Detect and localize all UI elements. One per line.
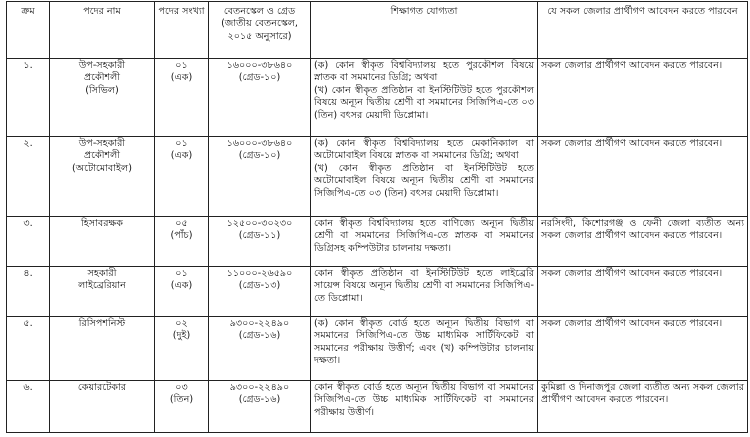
pay-grade: (গ্রেড-১০) [238, 150, 281, 162]
header-pay: বেতনস্কেল ও গ্রেড (জাতীয় বেতনস্কেল, ২০১৫ অনুসারে) [209, 2, 311, 59]
post-line: প্রকৌশলী [83, 72, 121, 84]
pay-scale: ১২৫০০-৩০২৩০ [226, 218, 293, 229]
header-qualification: শিক্ষাগত যোগ্যতা [311, 2, 538, 59]
post-cell [50, 267, 155, 317]
district-cell: সকল জেলার প্রার্থীগণ আবেদন করতে পারবেন। [538, 267, 748, 317]
qualification-item: (খ) কোন স্বীকৃত প্রতিষ্ঠান বা ইনস্টিটিউট হতে অটোমোবাইল বিষয়ে অন্যূন দ্বিতীয় শ্রেণী বা সমমানের সিজিপিএ-তে ০৩ (তিন) বৎসর মেয়াদী ডিপ্লোমা। [314, 162, 534, 199]
pay-grade: (গ্রেড-১৬) [238, 330, 281, 342]
count-words: (দুই) [172, 330, 191, 342]
district-cell: সকল জেলার প্রার্থীগণ আবেদন করতে পারবেন। [538, 59, 748, 137]
count-words: (এক) [170, 150, 193, 162]
post-cell [50, 317, 155, 381]
count-words: (তিন) [169, 394, 194, 406]
count-cell [155, 217, 209, 267]
header-serial: ক্রম [7, 2, 50, 59]
post-line: রিসিপশনিস্ট [78, 318, 126, 329]
serial-cell: ৫. [7, 317, 50, 381]
post-cell [50, 217, 155, 267]
qualification-item: (ক) কোন স্বীকৃত বিশ্ববিদ্যালয় হতে মেকানিক্যাল বা অটোমোবাইল বিষয়ে স্নাতক বা সমমানের ডিগ্রি; অথবা [314, 138, 534, 162]
header-count: পদের সংখ্যা [155, 2, 209, 59]
count-cell [155, 267, 209, 317]
qualification-item: (ক) কোন স্বীকৃত বোর্ড হতে অন্যূন দ্বিতীয় বিভাগ বা সমমানের সিজিপিএ-তে উচ্চ মাধ্যমিক সার্টিফিকেট বা সমমানের পরীক্ষায় উত্তীর্ণ; এবং (খ) কম্পিউটার চালনায় দক্ষতা। [314, 318, 534, 367]
count-number: ০১ [175, 60, 188, 71]
count-number: ০১ [175, 268, 188, 279]
job-circular-table [6, 1, 748, 433]
count-cell [155, 381, 209, 433]
pay-cell [209, 267, 311, 317]
pay-cell [209, 317, 311, 381]
pay-cell [209, 59, 311, 137]
qualification-cell [311, 137, 538, 217]
qualification-item: কোন স্বীকৃত প্রতিষ্ঠান বা ইনস্টিটিউট হতে লাইব্রেরি সায়েন্স বিষয়ে অন্যূন দ্বিতীয় শ্রেণী বা সমমানের সিজিপিএ-তে ডিপ্লোমা। [314, 268, 534, 304]
qualification-cell [311, 317, 538, 381]
qualification-cell [311, 217, 538, 267]
pay-scale: ১৬০০০-৩৮৬৪০ [226, 138, 293, 149]
post-cell [50, 381, 155, 433]
pay-scale: ৯৩০০-২২৪৯০ [229, 382, 290, 393]
header-district: যে সকল জেলার প্রার্থীগণ আবেদন করতে পারবেন [538, 2, 748, 59]
post-line: উপ-সহকারী [78, 60, 126, 71]
count-cell [155, 59, 209, 137]
serial-cell: ৪. [7, 267, 50, 317]
table-row [7, 267, 748, 317]
pay-scale: ১১০০০-২৬৫৯০ [226, 268, 293, 279]
table-row [7, 317, 748, 381]
pay-grade: (গ্রেড-১৩) [238, 280, 281, 292]
qualification-item: (ক) কোন স্বীকৃত বিশ্ববিদ্যালয় হতে পুরকৌশল বিষয়ে স্নাতক বা সমমানের ডিগ্রি; অথবা [314, 60, 534, 84]
district-cell: নরসিংদী, কিশোরগঞ্জ ও ফেনী জেলা ব্যতীত অন্য সকল জেলার প্রার্থীগণ আবেদন করতে পারবেন। [538, 217, 748, 267]
count-number: ০১ [175, 138, 188, 149]
count-cell [155, 137, 209, 217]
qualification-item: কোন স্বীকৃত বোর্ড হতে অন্যূন দ্বিতীয় বিভাগ বা সমমানের সিজিপিএ-তে উচ্চ মাধ্যমিক সার্টিফিকেট বা সমমানের পরীক্ষায় উত্তীর্ণ। [314, 382, 534, 418]
qualification-cell [311, 59, 538, 137]
post-line: সহকারী [87, 268, 117, 279]
serial-cell: ৩. [7, 217, 50, 267]
post-cell [50, 59, 155, 137]
header-post: পদের নাম [50, 2, 155, 59]
post-line: প্রকৌশলী [83, 150, 121, 162]
serial-cell: ২. [7, 137, 50, 217]
qualification-item: (খ) কোন স্বীকৃত প্রতিষ্ঠান বা ইনস্টিটিউট হতে পুরকৌশল বিষয়ে অন্যূন দ্বিতীয় শ্রেণী বা সমমানের সিজিপিএ-তে ০৩ (তিন) বৎসর মেয়াদী ডিপ্লোমা। [314, 84, 534, 121]
pay-scale: ১৬০০০-৩৮৬৪০ [226, 60, 293, 71]
count-words: (এক) [170, 72, 193, 84]
pay-grade: (গ্রেড-১০) [238, 72, 281, 84]
post-line: হিসাবরক্ষক [80, 218, 123, 229]
pay-cell [209, 217, 311, 267]
qualification-cell [311, 381, 538, 433]
pay-scale: ৯৩০০-২২৪৯০ [229, 318, 290, 329]
district-cell: কুমিল্লা ও দিনাজপুর জেলা ব্যতীত অন্য সকল জেলার প্রার্থীগণ আবেদন করতে পারবেন। [538, 381, 748, 433]
post-line: কেয়ারটেকার [77, 382, 127, 393]
qualification-item: কোন স্বীকৃত বিশ্ববিদ্যালয় হতে বাণিজ্যে অন্যূন দ্বিতীয় শ্রেণী বা সমমানের সিজিপিএ-তে স্নাতক বা সমমানের ডিগ্রিসহ কম্পিউটার চালনায় দক্ষতা। [314, 218, 534, 254]
table-row [7, 59, 748, 137]
post-line: উপ-সহকারী [78, 138, 126, 149]
count-number: ০৫ [175, 218, 188, 229]
table-header-row [7, 2, 748, 59]
pay-grade: (গ্রেড-১৬) [238, 394, 281, 406]
serial-cell: ৬. [7, 381, 50, 433]
table-row [7, 381, 748, 433]
post-cell [50, 137, 155, 217]
pay-grade: (গ্রেড-১১) [238, 230, 281, 242]
count-number: ০২ [175, 318, 188, 329]
district-cell: সকল জেলার প্রার্থীগণ আবেদন করতে পারবেন। [538, 137, 748, 217]
count-number: ০৩ [175, 382, 188, 393]
post-line: (সিভিল) [85, 84, 119, 96]
pay-cell [209, 137, 311, 217]
post-line: লাইব্রেরিয়ান [78, 280, 126, 292]
district-cell: সকল জেলার প্রার্থীগণ আবেদন করতে পারবেন। [538, 317, 748, 381]
count-words: (পাঁচ) [170, 230, 193, 242]
post-line: (অটোমোবাইল) [72, 162, 132, 174]
count-cell [155, 317, 209, 381]
count-words: (এক) [170, 280, 193, 292]
table-row [7, 137, 748, 217]
pay-cell [209, 381, 311, 433]
table-row [7, 217, 748, 267]
serial-cell: ১. [7, 59, 50, 137]
qualification-cell [311, 267, 538, 317]
